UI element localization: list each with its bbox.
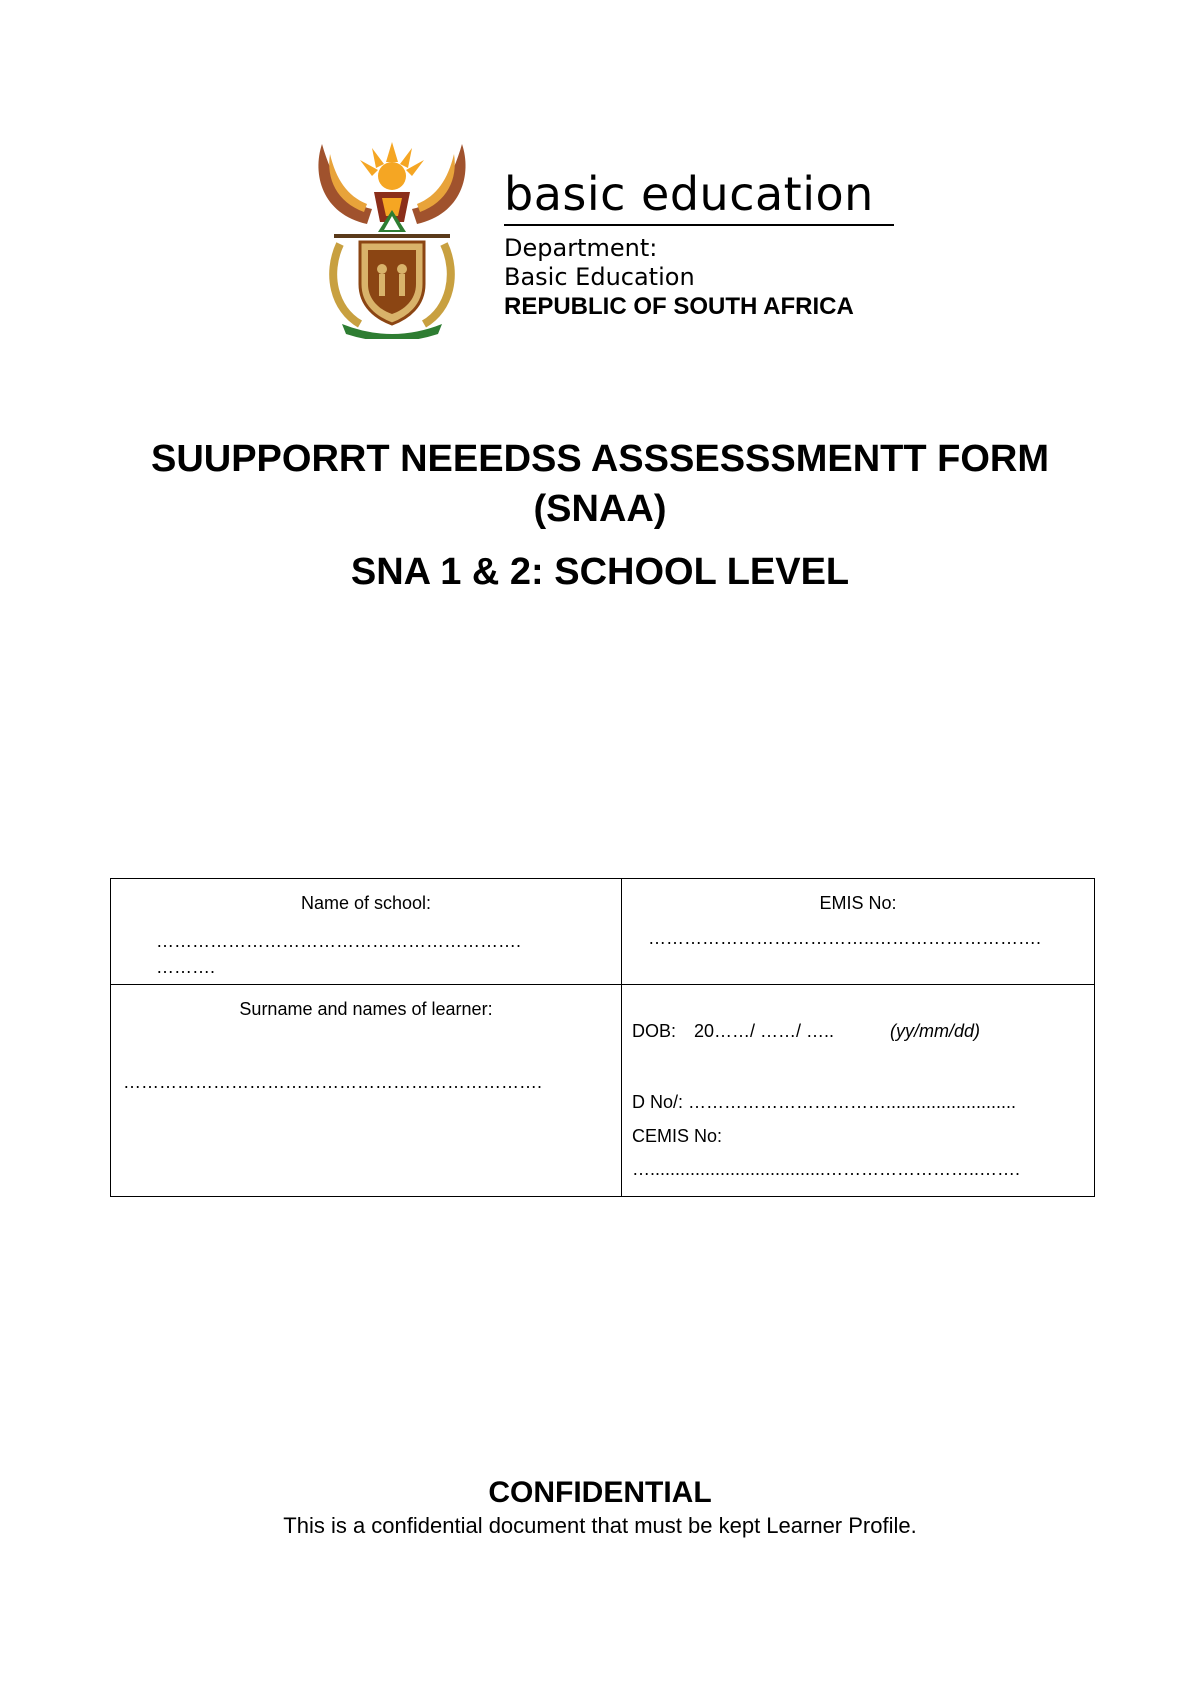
table-row: [111, 879, 1095, 985]
document-subtitle: SNA 1 & 2: SCHOOL LEVEL: [350, 551, 850, 593]
id-label: D No/:: [632, 1092, 684, 1112]
school-cell[interactable]: [111, 879, 622, 985]
brand-divider: [504, 224, 894, 226]
school-field-dots: …………………………………………………….: [156, 931, 522, 951]
coat-of-arms-icon: [312, 134, 472, 339]
table-row: [111, 985, 1095, 1197]
document-title: [100, 434, 1100, 534]
dob-label: DOB:: [632, 1021, 677, 1041]
dob-row: [622, 1021, 1094, 1042]
learner-label: Surname and names of learner:: [239, 999, 493, 1019]
learner-info-table: [110, 878, 1095, 1197]
cemis-label: CEMIS No:: [632, 1126, 723, 1146]
country-name: REPUBLIC OF SOUTH AFRICA: [504, 293, 854, 320]
header-logo-block: [312, 134, 912, 344]
document-title-line1: SUUPPORRT NEEEDSS ASSSESSSMENTT FORM: [150, 438, 1050, 480]
confidential-notice: This is a confidential document that must be kept Learner Profile.: [283, 1513, 917, 1538]
department-name: Basic Education: [504, 263, 695, 291]
id-row: [622, 1092, 1094, 1113]
emis-cell[interactable]: [622, 879, 1095, 985]
confidential-heading: CONFIDENTIAL: [488, 1476, 712, 1509]
brand-title: basic education: [504, 167, 874, 221]
emis-label: EMIS No:: [819, 893, 897, 913]
id-field-dots: ……………………………..........................: [688, 1092, 1017, 1112]
learner-details-cell[interactable]: [622, 985, 1095, 1197]
department-label: Department:: [504, 234, 658, 262]
emis-field-dots: ………………………………..……………………….: [648, 928, 1042, 948]
document-title-line2: (SNAA): [533, 488, 667, 530]
brand-text: [504, 167, 894, 321]
school-field-dots-continued: ……….: [156, 957, 216, 977]
cemis-field-dots: …...................................……………………..…….: [632, 1159, 1021, 1179]
dob-format-hint: (yy/mm/dd): [890, 1021, 981, 1041]
learner-field-dots: …………………………………………………………….: [123, 1072, 543, 1092]
learner-cell[interactable]: [111, 985, 622, 1197]
school-label: Name of school:: [300, 893, 432, 913]
dob-value: 20……/ ……/ …..: [694, 1021, 835, 1041]
